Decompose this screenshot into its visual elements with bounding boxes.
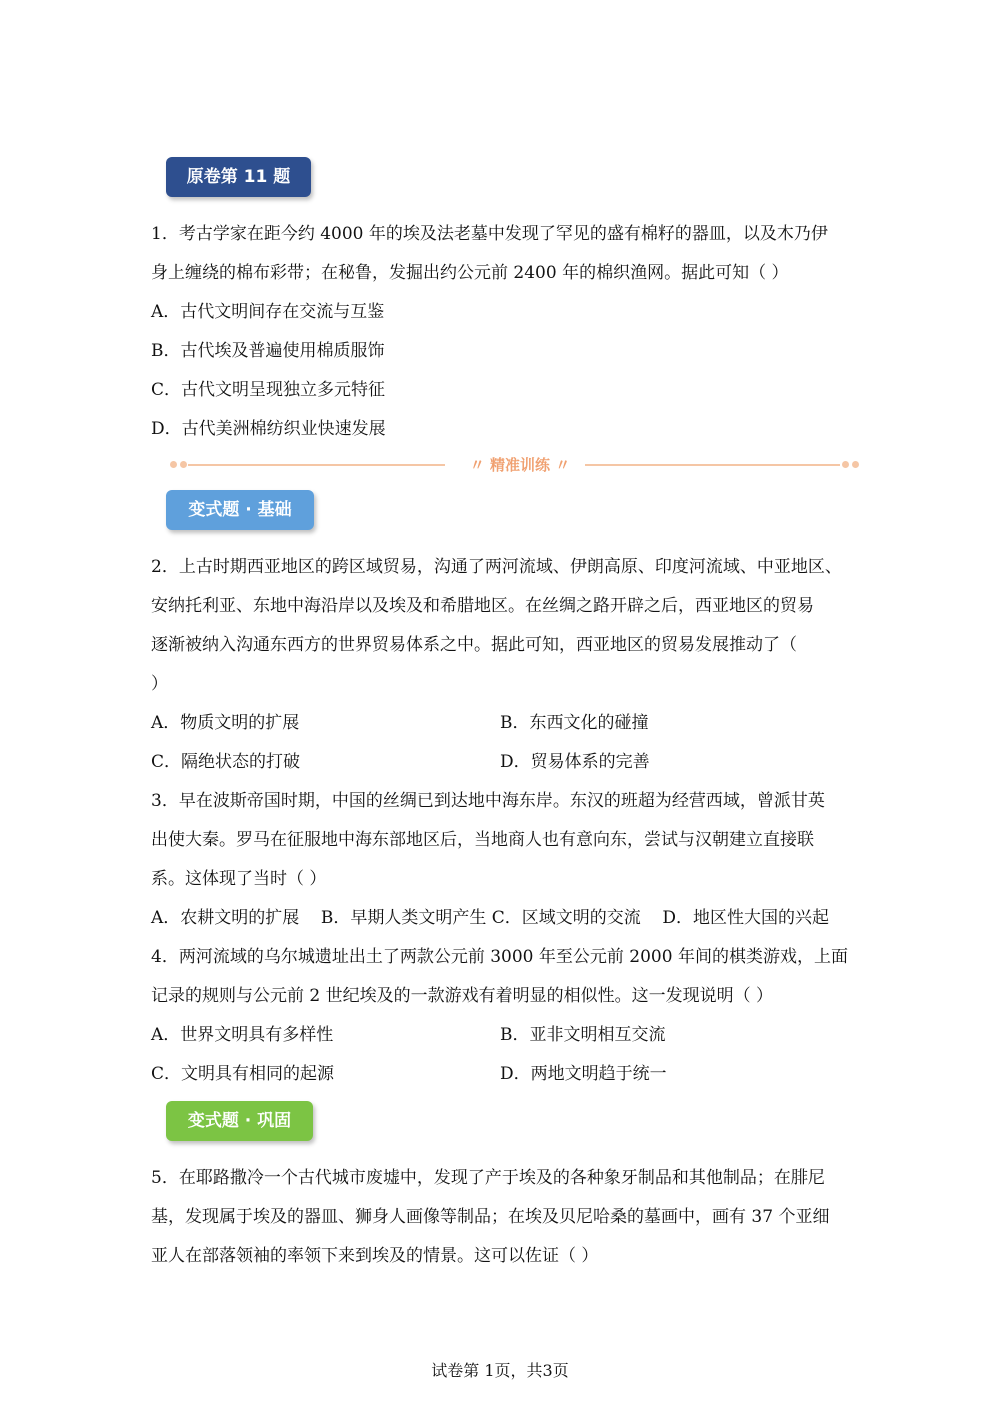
q4-stem-line-1: 4．两河流域的乌尔城遗址出土了两款公元前 3000 年至公元前 2000 年间的棋类游戏，上面: [151, 947, 848, 967]
divider-label: 〃 精准训练 〃: [469, 456, 571, 474]
q1-option-c: C．古代文明呈现独立多元特征: [151, 380, 386, 400]
q2-option-b: B．东西文化的碰撞: [500, 713, 649, 733]
q4-option-b: B．亚非文明相互交流: [500, 1025, 666, 1045]
q3-stem-line-3: 系。这体现了当时（ ）: [151, 869, 327, 889]
q5-stem-line-1: 5．在耶路撒冷一个古代城市废墟中，发现了产于埃及的各种象牙制品和其他制品；在腓尼: [151, 1168, 825, 1188]
q2-stem-line-2: 安纳托利亚、东地中海沿岸以及埃及和希腊地区。在丝绸之路开辟之后，西亚地区的贸易: [151, 596, 814, 616]
divider-dot-right: [842, 461, 849, 468]
divider-rule-right: [585, 464, 840, 466]
q4-option-d: D．两地文明趋于统一: [500, 1064, 667, 1084]
q4-option-c: C．文明具有相同的起源: [151, 1064, 335, 1084]
q1-option-b: B．古代埃及普遍使用棉质服饰: [151, 341, 385, 361]
q2-stem-line-3: 逐渐被纳入沟通东西方的世界贸易体系之中。据此可知，西亚地区的贸易发展推动了（: [151, 635, 797, 655]
original-question-badge: 原卷第 11 题: [166, 157, 311, 197]
q5-stem-line-2: 基，发现属于埃及的器皿、狮身人画像等制品；在埃及贝尼哈桑的墓画中，画有 37 个亚细: [151, 1207, 830, 1227]
q4-stem-line-2: 记录的规则与公元前 2 世纪埃及的一款游戏有着明显的相似性。这一发现说明（ ）: [151, 986, 774, 1006]
divider-rule-left: [188, 464, 445, 466]
q2-option-d: D．贸易体系的完善: [500, 752, 650, 772]
q3-stem-line-2: 出使大秦。罗马在征服地中海东部地区后，当地商人也有意向东，尝试与汉朝建立直接联: [151, 830, 814, 850]
page-footer: 试卷第 1页，共3页: [431, 1361, 569, 1380]
q3-stem-line-1: 3．早在波斯帝国时期，中国的丝绸已到达地中海东岸。东汉的班超为经营西域，曾派甘英: [151, 791, 825, 811]
q1-stem-line-2: 身上缠绕的棉布彩带；在秘鲁，发掘出约公元前 2400 年的棉织渔网。据此可知（ ）: [151, 263, 789, 283]
q2-stem-line-4: ）: [151, 674, 168, 694]
divider-dot-left-2: [180, 461, 187, 468]
q1-option-a: A．古代文明间存在交流与互鉴: [151, 302, 385, 322]
variant-basic-badge: 变式题 · 基础: [166, 490, 314, 530]
variant-consolidate-badge: 变式题 · 巩固: [166, 1101, 313, 1141]
divider-dot-left: [170, 461, 177, 468]
q4-option-a: A．世界文明具有多样性: [151, 1025, 334, 1045]
q2-option-c: C．隔绝状态的打破: [151, 752, 301, 772]
section-divider: [170, 455, 860, 475]
q2-option-a: A．物质文明的扩展: [151, 713, 300, 733]
q1-option-d: D．古代美洲棉纺织业快速发展: [151, 419, 386, 439]
q1-stem-line-1: 1．考古学家在距今约 4000 年的埃及法老墓中发现了罕见的盛有棉籽的器皿，以及木乃伊: [151, 224, 828, 244]
q5-stem-line-3: 亚人在部落领袖的率领下来到埃及的情景。这可以佐证（ ）: [151, 1246, 599, 1266]
divider-dot-right-2: [852, 461, 859, 468]
q2-stem-line-1: 2．上古时期西亚地区的跨区域贸易，沟通了两河流域、伊朗高原、印度河流域、中亚地区、: [151, 557, 842, 577]
q3-options: A．农耕文明的扩展 B．早期人类文明产生 C．区域文明的交流 D．地区性大国的兴起: [151, 908, 830, 928]
